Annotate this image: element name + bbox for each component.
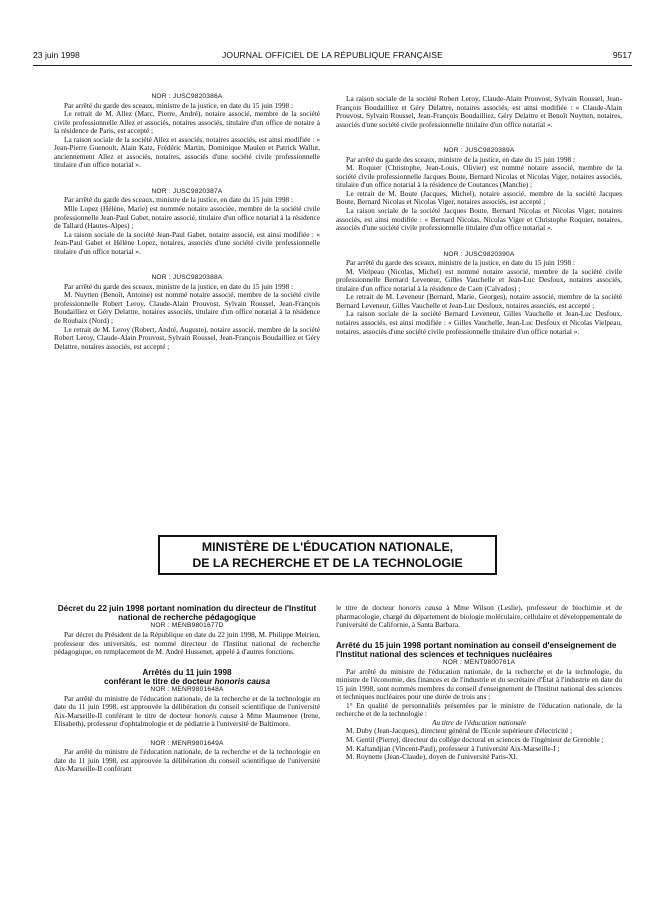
nor-reference: NOR : JUSC9820388A <box>151 274 223 282</box>
decree-title: Arrêtés du 11 juin 1998 <box>142 667 232 677</box>
paragraph: Par arrêté du ministre de l'éducation nationale, de la recherche et de la technologie, du ministre de l'économie, des finances et de l'industrie et du secrétaire d'État à l'industrie en date du 15 juin 1998, sont nommés membres du conseil d'enseignement de l'Institut national des sciences et techniques nucléaires pour une durée de trois ans : <box>336 666 622 702</box>
paragraph: Par arrêté du garde des sceaux, ministre de la justice, en date du 15 juin 1998 : <box>64 100 293 110</box>
decree-title: Décret du 22 juin 1998 portant nomination du directeur de l'Institut national de recherche pédagogique <box>57 604 317 623</box>
paragraph: La raison sociale de la société Jacques Boute, Bernard Nicolas et Nicolas Viger, notaires associés, est ainsi modifiée : « Bernard Nicolas, Nicolas Viger et Christophe Roquier, notaires, associés d'une société civile professionnelle titulaire d'un office notarial ». <box>336 206 622 233</box>
upper-right-column <box>336 95 622 336</box>
paragraph: M. Gentil (Pierre), directeur du collège doctoral en sciences de l'ingénieur de Grenoble ; <box>346 734 604 744</box>
paragraph: Par décret du Président de la République en date du 22 juin 1998, M. Philippe Meirieu, professeur des universités, est nommé directeur de l'Institut national de recherche pédagogique, en remplacement de M. André Hussenet, appelé à d'autres fonctions. <box>54 629 320 657</box>
paragraph: M. Vielpeau (Nicolas, Michel) est nommé notaire associé, membre de la société civile professionnelle Bernard Leveneur, Gilles Vauchelle et Jean-Luc Desfoux, notaires associés, titulaire d'un office notarial à la résidence de Caen (Calvados) ; <box>336 266 622 293</box>
header-rule <box>33 65 632 66</box>
header-page-number: 9517 <box>612 50 632 60</box>
header-journal-title: JOURNAL OFFICIEL DE LA RÉPUBLIQUE FRANÇAISE <box>222 50 443 60</box>
paragraph: Par arrêté du garde des sceaux, ministre de la justice, en date du 15 juin 1998 : <box>346 154 575 164</box>
header-date: 23 juin 1998 <box>33 50 80 60</box>
decree-title: Arrêté du 15 juin 1998 portant nomination au conseil d'enseignement de l'Institut national des sciences et techniques nucléaires <box>336 640 617 659</box>
paragraph: M. Kaftandjian (Vincent-Paul), professeur à l'université Aix-Marseille-I ; <box>346 743 560 753</box>
nor-reference: NOR : MENT9800761A <box>442 659 516 667</box>
ministry-heading-box <box>158 535 497 575</box>
lower-right-column <box>336 604 622 762</box>
lower-left-column <box>54 604 320 774</box>
paragraph: Par arrêté du garde des sceaux, ministre de la justice, en date du 15 juin 1998 : <box>346 258 575 268</box>
paragraph: 1° En qualité de personnalités présentées par le ministre de l'éducation nationale, de la recherche et de la technologie : <box>336 700 622 719</box>
upper-left-column <box>54 93 320 351</box>
paragraph: Par arrêté du ministre de l'éducation nationale, de la recherche et de la technologie en date du 11 juin 1998, est approuvée la délibération du conseil scientifique de l'université Aix-Marseille-II conférant le titre de docteur honoris causa à Mme Maumenee (Irene, Elisabeth), professeur d'ophtalmologie et de pédiatrie à l'université de Baltimore. <box>54 693 321 729</box>
nor-reference: NOR : MENB9801677D <box>150 622 224 630</box>
page-header <box>33 50 632 64</box>
paragraph: Le retrait de M. Allez (Marc, Pierre, André), notaire associé, membre de la société civile professionnelle Allez et associés, notaires associés, titulaire d'un office de notaire à la résidence de Paris, est accepté ; <box>54 109 320 136</box>
nor-reference: NOR : JUSC9820389A <box>443 147 515 155</box>
paragraph: La raison sociale de la société Robert Leroy, Claude-Alain Prouvost, Sylvain Roussel, Jean-François Boudailliez et Géry Delattre, notaires associés, est ainsi modifiée : « Claude-Alain Prouvost, Sylvain Roussel, Jean-François Boudailliez, Géry Delattre et Benoît Nuytten, notaires, associés d'une société civile professionnelle titulaire d'un office notarial ». <box>336 94 622 129</box>
paragraph: Le retrait de M. Leveneur (Bernard, Marie, Georges), notaire associé, membre de la société Bernard Leveneur, Gilles Vauchelle et Jean-Luc Desfoux, notaires associés, est accepté ; <box>336 292 622 310</box>
paragraph: M. Nuytten (Benoît, Antoine) est nommé notaire associé, membre de la société civile professionnelle Robert Leroy, Claude-Alain Prouvost, Sylvain Roussel, Jean-François Boudailliez et Géry Delattre, notaires associés, titulaire d'un office notarial à la résidence de Roubaix (Nord) ; <box>54 290 320 326</box>
paragraph: le titre de docteur honoris causa à Mme Wilson (Leslie), professeur de biochimie et de pharmacologie, chargé du département de biologie moléculaire, cellulaire et développementale de l'université de Californie, à Santa Barbara. <box>336 603 623 630</box>
nor-reference: NOR : JUSC9820390A <box>443 250 515 258</box>
paragraph: Le retrait de M. Boute (Jacques, Michel), notaire associé, membre de la société Jacques Boute, Bernard Nicolas et Nicolas Viger, notaires associés, est accepté ; <box>336 188 622 207</box>
paragraph: M. Roynette (Jean-Claude), doyen de l'université Paris-XI. <box>346 752 518 762</box>
paragraph: Le retrait de M. Leroy (Robert, André, Auguste), notaire associé, membre de la société Robert Leroy, Claude-Alain Prouvost, Sylvain Roussel, Jean-François Boudailliez et Géry Delattre, notaires associés, est accepté ; <box>54 324 320 351</box>
decree-title: conférant le titre de docteur honoris causa <box>103 676 271 686</box>
paragraph: M. Roquier (Christophe, Jean-Louis, Olivier) est nommé notaire associé, membre de la société civile professionnelle Jacques Boute, Bernard Nicolas et Nicolas Viger, notaires associés, titulaire d'un office notarial à la résidence de Coutances (Manche) ; <box>336 163 622 190</box>
paragraph: Par arrêté du garde des sceaux, ministre de la justice, en date du 15 juin 1998 : <box>64 195 293 205</box>
paragraph: Par arrêté du garde des sceaux, ministre de la justice, en date du 15 juin 1998 : <box>64 281 293 291</box>
nor-reference: NOR : MENR9801648A <box>150 686 224 693</box>
paragraph: La raison sociale de la société Jean-Paul Gabet, notaire associé, est ainsi modifiée : « Jean-Paul Gabet et Hélène Lopez, notaires, associés d'une société civile professionnelle titulaire d'un office notarial ». <box>54 229 320 256</box>
section-subheading: Au titre de l'éducation nationale <box>431 717 527 727</box>
ministry-heading-line: MINISTÈRE DE L'ÉDUCATION NATIONALE, <box>201 540 454 554</box>
ministry-heading-line: DE LA RECHERCHE ET DE LA TECHNOLOGIE <box>192 556 463 570</box>
paragraph: Mlle Lopez (Hélène, Marie) est nommée notaire associée, membre de la société civile professionnelle Jean-Paul Gabet, notaire associé, titulaire d'un office notarial à la résidence de Tallard (Hautes-Alpes) ; <box>54 204 320 231</box>
paragraph: M. Duby (Jean-Jacques), directeur général de l'Ecole supérieure d'électricité ; <box>346 726 573 736</box>
paragraph: La raison sociale de la société Allez et associés, notaires associés, est ainsi modifiée : « Jean-Pierre Guenoult, Alain Katz, Frédéric Martin, Dominique Maulen et Patrick Wallut, anciennement Allez et associés, notaires, associés d'une société civile professionnelle titulaire d'un office notarial ». <box>54 134 320 170</box>
nor-reference: NOR : JUSC9820387A <box>151 187 223 195</box>
nor-reference: NOR : JUSC9820386A <box>151 93 223 100</box>
nor-reference: NOR : MENR9801649A <box>150 739 224 747</box>
paragraph: Par arrêté du ministre de l'éducation nationale, de la recherche et de la technologie en date du 11 juin 1998, est approuvée la délibération du conseil scientifique de l'université Aix-Marseille-II conférant <box>54 747 320 774</box>
paragraph: La raison sociale de la société Bernard Leveneur, Gilles Vauchelle et Jean-Luc Desfoux, notaires associés, est ainsi modifiée : « Gilles Vauchelle, Jean-Luc Desfoux et Nicolas Vielpeau, notaires, associés d'une société civile professionnelle titulaire d'un office notarial ». <box>336 309 622 336</box>
